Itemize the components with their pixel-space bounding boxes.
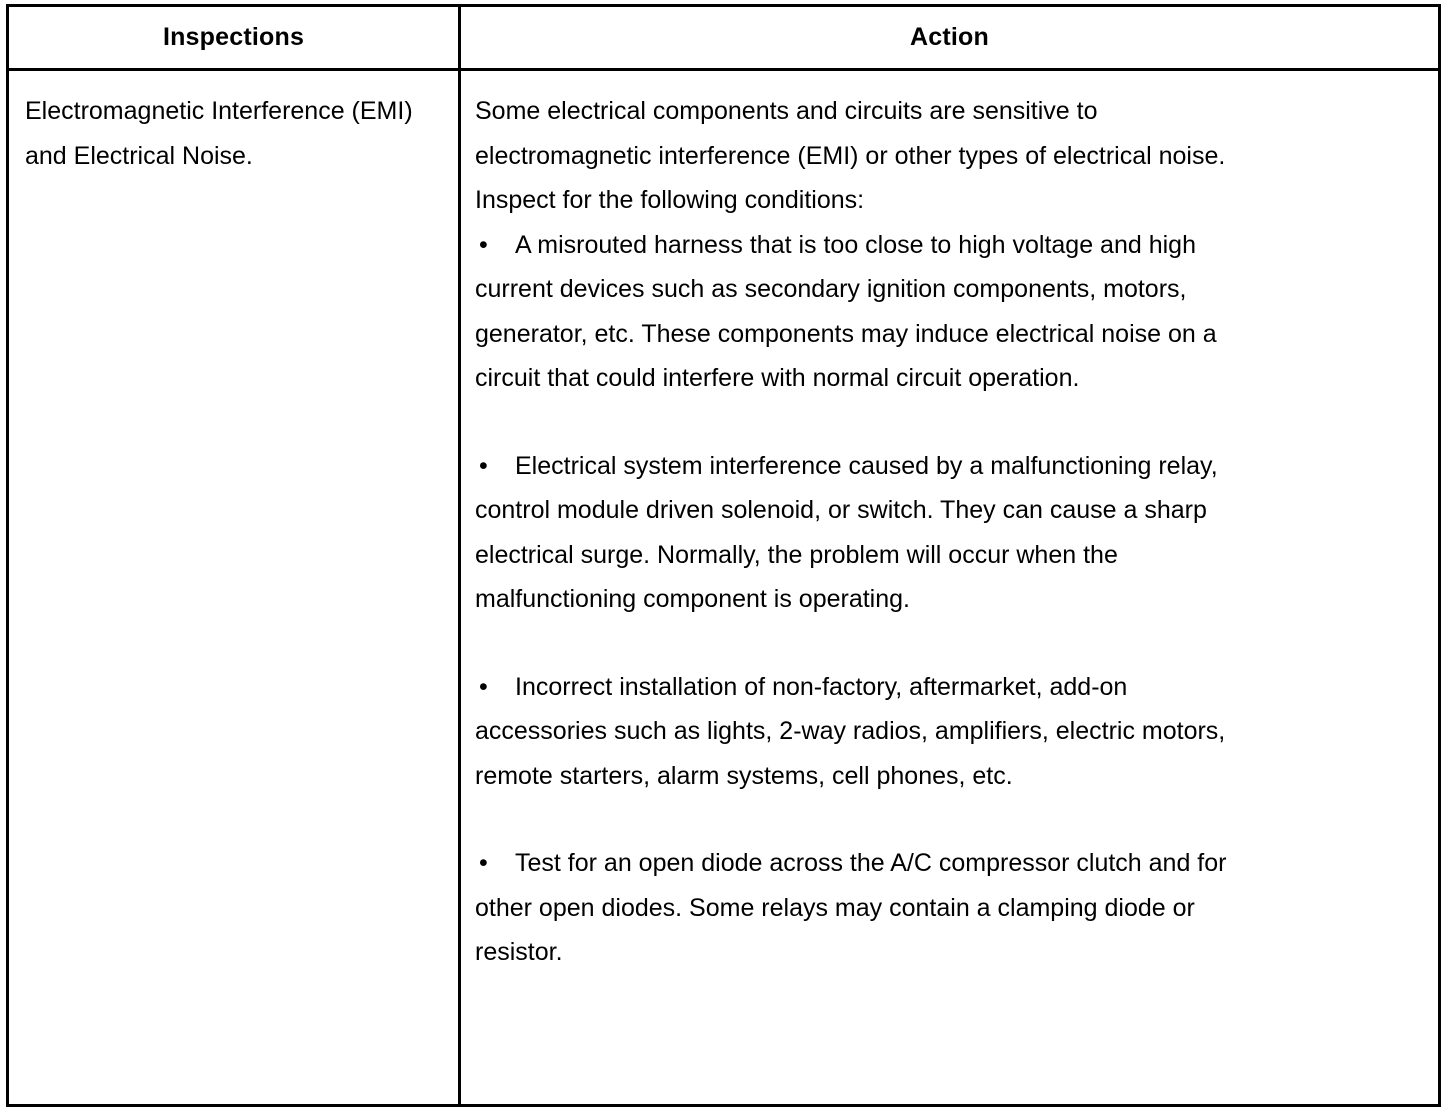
- bullet-line: accessories such as lights, 2-way radios, amplifiers, electric motors,: [475, 717, 1226, 745]
- bullet-line: malfunctioning component is operating.: [475, 585, 910, 613]
- bullet-text: Electrical system interference caused by a malfunctioning relay,: [515, 451, 1218, 480]
- bullet-line: other open diodes. Some relays may contain a clamping diode or: [475, 893, 1195, 922]
- bullet-line: current devices such as secondary ignition components, motors,: [475, 275, 1187, 303]
- action-intro-line: Inspect for the following conditions:: [475, 186, 865, 214]
- bullet-line: remote starters, alarm systems, cell phones, etc.: [475, 761, 1013, 790]
- bullet-line: circuit that could interfere with normal circuit operation.: [475, 364, 1080, 392]
- bullet-item: [475, 841, 1345, 975]
- bullet-text: Test for an open diode across the A/C compressor clutch and for: [515, 849, 1227, 877]
- bullet-glyph: •: [479, 230, 488, 259]
- bullet-line: control module driven solenoid, or switch. They can cause a sharp: [475, 496, 1207, 524]
- bullet-line: generator, etc. These components may induce electrical noise on a: [475, 319, 1217, 348]
- column-divider: [458, 7, 461, 1104]
- bullet-line: [475, 444, 1345, 489]
- bullet-glyph: •: [479, 849, 488, 877]
- bullet-text: A misrouted harness that is too close to high voltage and high: [515, 230, 1196, 259]
- bullet-line: electrical surge. Normally, the problem will occur when the: [475, 540, 1118, 569]
- inspection-cell: Electromagnetic Interference (EMI) and Electrical Noise.: [25, 97, 413, 170]
- bullet-text: Incorrect installation of non-factory, aftermarket, add-on: [515, 672, 1128, 701]
- bullet-glyph: •: [479, 672, 488, 701]
- bullet-line: resistor.: [475, 938, 563, 966]
- header-inspections: Inspections: [162, 23, 305, 51]
- action-intro-line: Some electrical components and circuits are sensitive to: [475, 97, 1098, 125]
- bullet-item: [475, 444, 1345, 622]
- bullet-item: [475, 665, 1345, 799]
- bullet-line: [475, 665, 1345, 710]
- bullet-line: [475, 841, 1345, 886]
- bullet-item: [475, 223, 1345, 401]
- action-cell: [475, 89, 1345, 975]
- bullet-line: [475, 223, 1345, 268]
- bullet-glyph: •: [479, 451, 488, 480]
- header-action: Action: [910, 23, 989, 51]
- header-divider: [9, 68, 1438, 71]
- inspection-table: [6, 4, 1441, 1107]
- action-intro-line: electromagnetic interference (EMI) or other types of electrical noise.: [475, 141, 1226, 170]
